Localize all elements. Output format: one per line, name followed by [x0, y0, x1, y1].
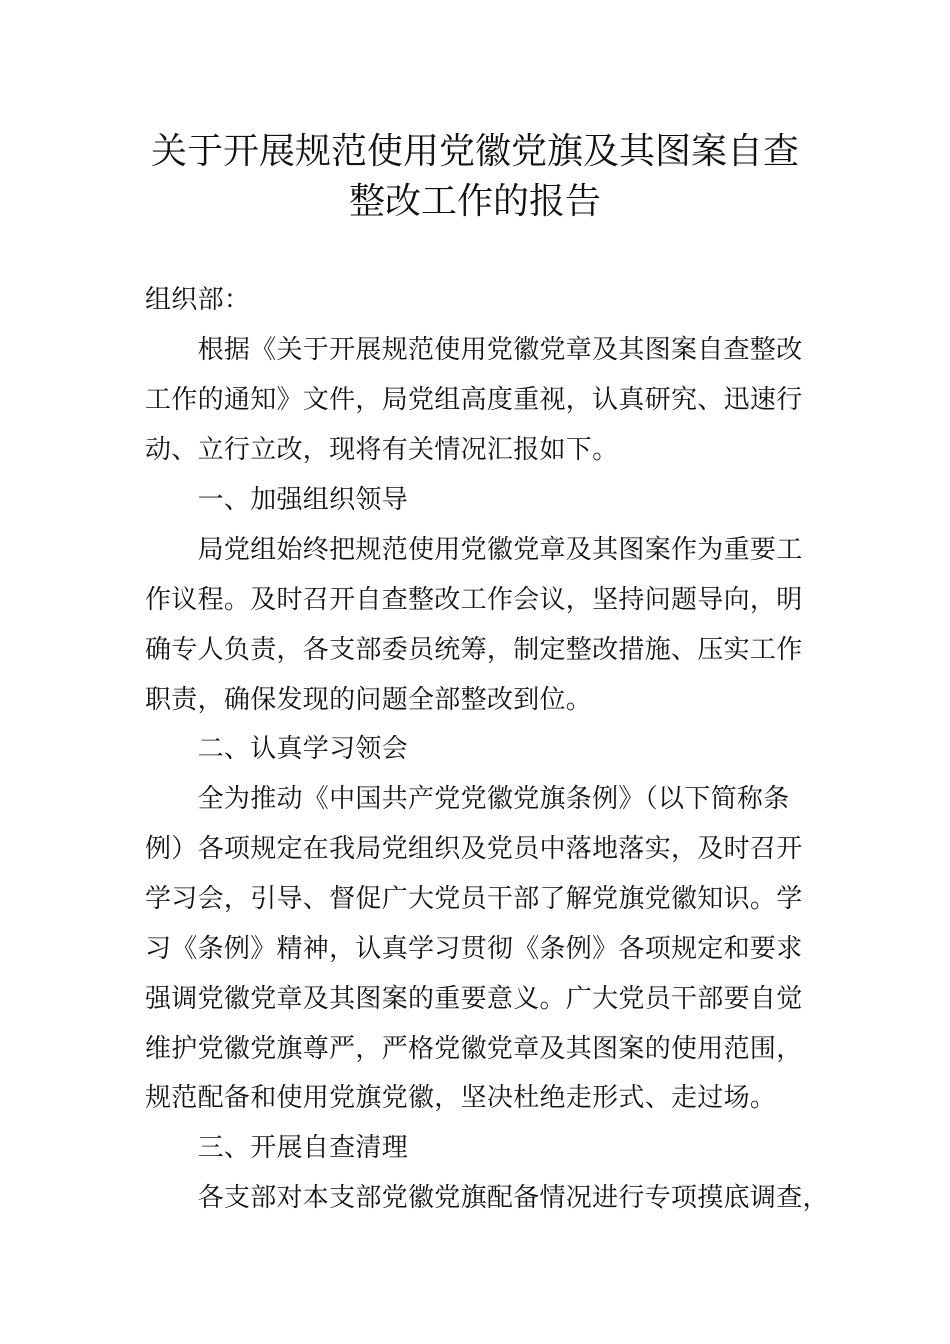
section-heading-2: 二、认真学习领会 [145, 734, 409, 764]
body-line: 局党组始终把规范使用党徽党章及其图案作为重要工 [145, 535, 803, 565]
body-line: 例）各项规定在我局党组织及党员中落地落实，及时召开 [145, 834, 803, 864]
body-line: 确专人负责，各支部委员统筹，制定整改措施、压实工作 [145, 635, 803, 665]
body-line: 学习会，引导、督促广大党员干部了解党旗党徽知识。学 [145, 884, 803, 914]
body-line: 维护党徽党旗尊严，严格党徽党章及其图案的使用范围， [145, 1034, 803, 1064]
body-line: 习《条例》精神，认真学习贯彻《条例》各项规定和要求 [145, 934, 803, 964]
body-line: 根据《关于开展规范使用党徽党章及其图案自查整改 [145, 335, 803, 365]
body-line: 各支部对本支部党徽党旗配备情况进行专项摸底调查， [145, 1183, 829, 1213]
document-title-line-1: 关于开展规范使用党徽党旗及其图案自查 [150, 131, 799, 172]
body-line: 职责，确保发现的问题全部整改到位。 [145, 685, 593, 715]
body-line: 规范配备和使用党旗党徽，坚决杜绝走形式、走过场。 [145, 1083, 777, 1113]
body-line: 强调党徽党章及其图案的重要意义。广大党员干部要自觉 [145, 984, 803, 1014]
body-line: 工作的通知》文件，局党组高度重视，认真研究、迅速行 [145, 385, 803, 415]
document-title-line-2: 整改工作的报告 [348, 181, 601, 222]
section-heading-1: 一、加强组织领导 [145, 485, 409, 515]
body-line: 全为推动《中国共产党党徽党旗条例》（以下简称条 [145, 784, 790, 814]
body-line: 动、立行立改，现将有关情况汇报如下。 [145, 435, 619, 465]
section-heading-3: 三、开展自查清理 [145, 1133, 409, 1163]
salutation: 组织部： [145, 285, 251, 315]
body-line: 作议程。及时召开自查整改工作会议，坚持问题导向，明 [145, 585, 803, 615]
